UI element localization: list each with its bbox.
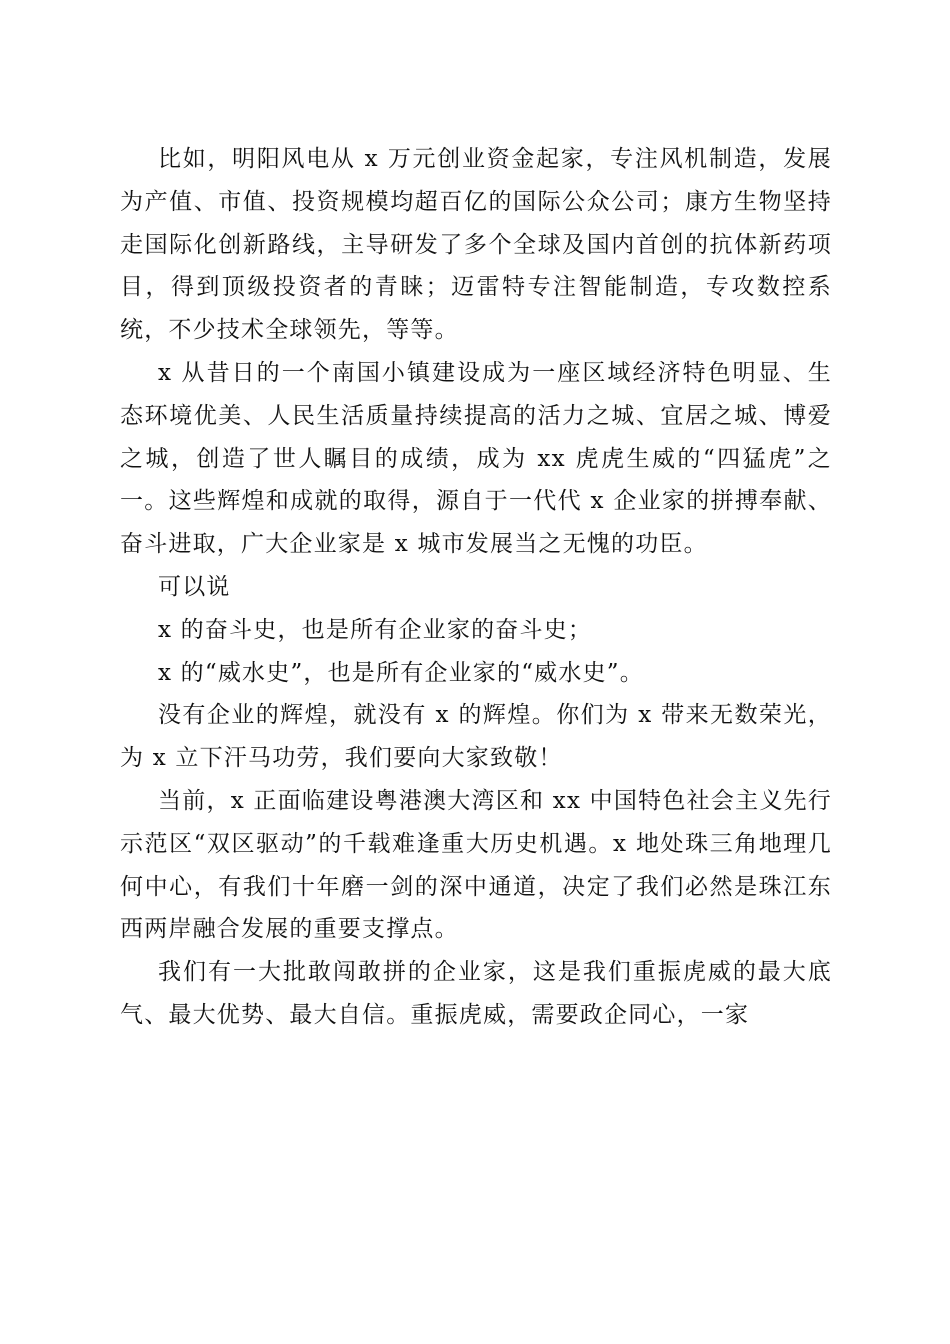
paragraph-tribute: 没有企业的辉煌，就没有 x 的辉煌。你们为 x 带来无数荣光，为 x 立下汗马功劳，我们要向大家致敬！ [120,702,832,772]
paragraph-city-development: x 从昔日的一个南国小镇建设成为一座区域经济特色明显、生态环境优美、人民生活质量持续提高的活力之城、宜居之城、博爱之城，创造了世人瞩目的成绩，成为 xx 虎虎生威的“四猛虎”之一。这些辉煌和成就的取得，源自于一代代 x 企业家的拼搏奉献、奋斗进取，广大企业家是 x 城市发展当之无愧的功臣。 [120,359,832,558]
document-body [120,138,832,1037]
paragraph-struggle-history: x 的奋斗史，也是所有企业家的奋斗史； [158,616,593,643]
paragraph-glory-history: x 的“威水史”，也是所有企业家的“威水史”。 [158,659,644,686]
paragraph-can-say: 可以说 [158,573,231,600]
paragraph-opportunity: 当前，x 正面临建设粤港澳大湾区和 xx 中国特色社会主义先行示范区“双区驱动”的千载难逢重大历史机遇。x 地处珠三角地理几何中心，有我们十年磨一剑的深中通道，决定了我们必然是珠江东西两岸融合发展的重要支撑点。 [120,787,832,943]
paragraph-examples: 比如，明阳风电从 x 万元创业资金起家，专注风机制造，发展为产值、市值、投资规模均超百亿的国际公众公司；康方生物坚持走国际化创新路线，主导研发了多个全球及国内首创的抗体新药项目，得到顶级投资者的青睐；迈雷特专注智能制造，专攻数控系统，不少技术全球领先，等等。 [120,146,832,344]
paragraph-entrepreneurs: 我们有一大批敢闯敢拼的企业家，这是我们重振虎威的最大底气、最大优势、最大自信。重振虎威，需要政企同心，一家 [120,959,832,1028]
